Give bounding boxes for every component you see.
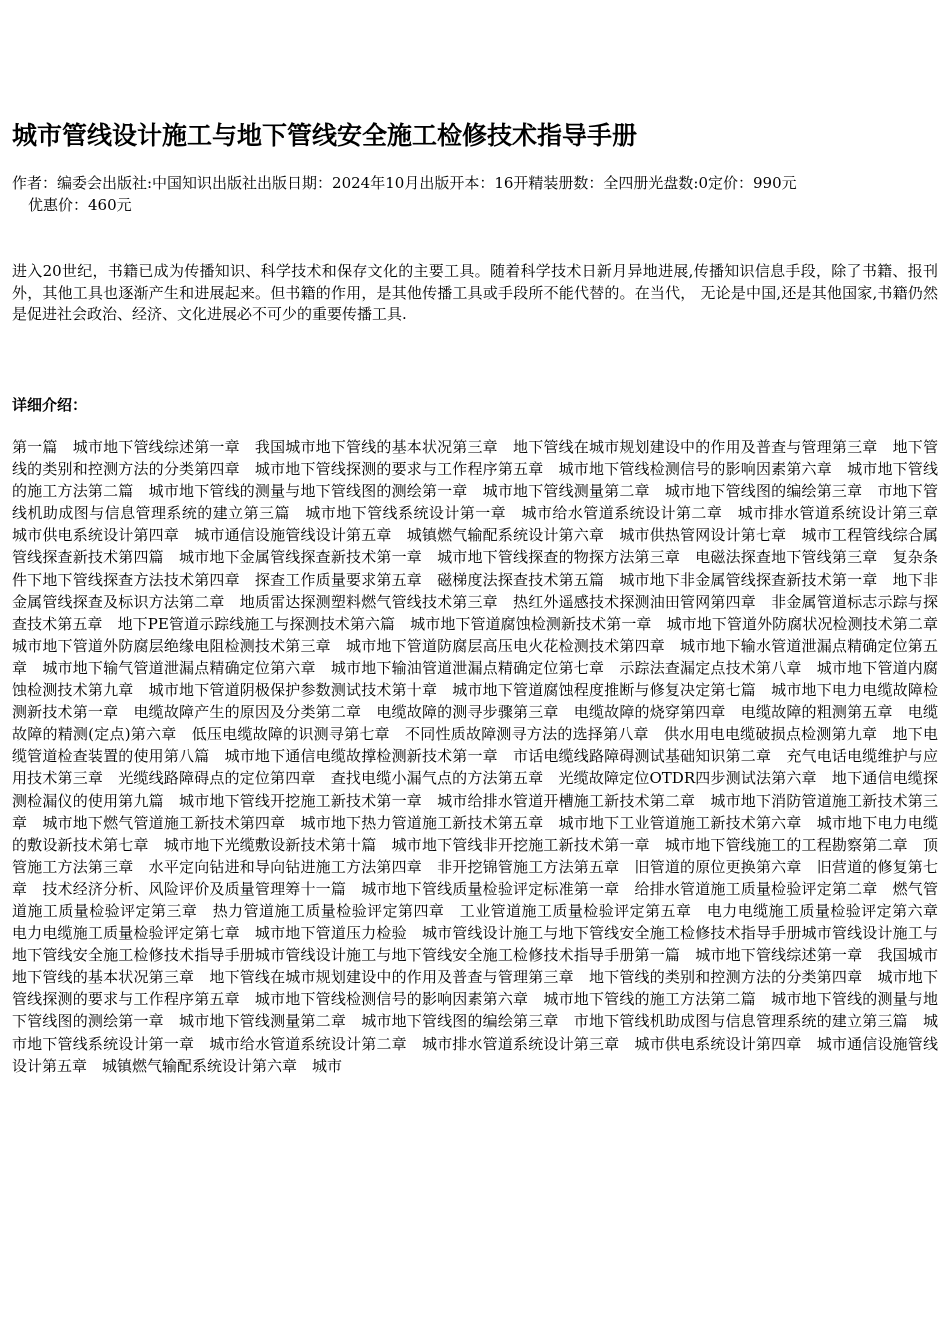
publication-info: 作者：编委会出版社:中国知识出版社出版日期：2024年10月出版开本：16开精装册数：全四册光盘数:0定价：990元	[12, 174, 797, 192]
table-of-contents-text: 第一篇 城市地下管线综述第一章 我国城市地下管线的基本状况第三章 地下管线在城市规划建设中的作用及普查与管理第三章 地下管线的类别和控测方法的分类第四章 城市地下管线探测的要求与工作程序第五章 城市地下管线检测信号的影响因素第六章 城市地下管线的施工方法第二篇 城市地下管线的测量与地下管线图的测绘第一章 城市地下管线测量第二章 城市地下管线图的编绘第三章 市地下管线机助成图与信息管理系统的建立第三篇 城市地下管线系统设计第一章 城市给水管道系统设计第二章 城市排水管道系统设计第三章 城市供电系统设计第四章 城市通信设施管线设计第五章 城镇燃气输配系统设计第六章 城市供热管网设计第七章 城市工程管线综合属管线探查新技术第四篇 城市地下金属管线探查新技术第一章 城市地下管线探查的物探方法第三章 电磁法探查地下管线第三章 复杂条件下地下管线探查方法技术第四章 探查工作质量要求第五章 磁梯度法探查技术第五篇 城市地下非金属管线探查新技术第一章 地下非金属管线探查及标识方法第二章 地质雷达探测塑料燃气管线技术第三章 热红外遥感技术探测油田管网第四章 非金属管道标志示踪与探查技术第五章 地下PE管道示踪线施工与探测技术第六篇 城市地下管道腐蚀检测新技术第一章 城市地下管道外防腐状况检测技术第二章 城市地下管道外防腐层绝缘电阻检测技术第三章 城市地下管道防腐层高压电火花检测技术第四章 城市地下输水管道泄漏点精确定位第五章 城市地下输气管道泄漏点精确定位第六章 城市地下输油管道泄漏点精确定位第七章 示踪法查漏定点技术第八章 城市地下管道内腐蚀检测技术第九章 城市地下管道阴极保护参数测试技术第十章 城市地下管道腐蚀程度推断与修复决定第七篇 城市地下电力电缆故障检测新技术第一章 电缆故障产生的原因及分类第二章 电缆故障的测寻步骤第三章 电缆故障的烧穿第四章 电缆故障的粗测第五章 电缆故障的精测(定点)第六章 低压电缆故障的识测寻第七章 不同性质故障测寻方法的选择第八章 供水用电电缆破损点检测第九章 地下电缆管道检查装置的使用第八篇 城市地下通信电缆故撑检测新技术第一章 市话电缆线路障碍测试基础知识第二章 充气电话电缆维护与应用技术第三章 光缆线路障碍点的定位第四章 查找电缆小漏气点的方法第五章 光缆故障定位OTDR四步测试法第六章 地下通信电缆探测检漏仪的使用第九篇 城市地下管线开挖施工新技术第一章 城市给排水管道开槽施工新技术第二章 城市地下消防管道施工新技术第三章 城市地下燃气管道施工新技术第四章 城市地下热力管道施工新技术第五章 城市地下工业管道施工新技术第六章 城市地下电力电缆的敷设新技术第七章 城市地下光缆敷设新技术第十篇 城市地下管线非开挖施工新技术第一章 城市地下管线施工的工程勘察第二章 顶管施工方法第三章 水平定向钻进和导向钻进施工方法第四章 非开挖锦管施工方法第五章 旧管道的原位更换第六章 旧营道的修复第七章 技术经济分析、风险评价及质量管理筹十一篇 城市地下管线质量检验评定标准第一章 给排水管道施工质量检验评定第二章 燃气管道施工质量检验评定第三章 热力管道施工质量检验评定第四章 工业管道施工质量检验评定第五章 电力电缆施工质量检验评定第六章 电力电缆施工质量检验评定第七章 城市地下管道压力检验 城市管线设计施工与地下管线安全施工检修技术指导手册城市管线设计施工与地下管线安全施工检修技术指导手册城市管线设计施工与地下管线安全施工检修技术指导手册第一篇 城市地下管线综述第一章 我国城市地下管线的基本状况第三章 地下管线在城市规划建设中的作用及普查与管理第三章 地下管线的类别和控测方法的分类第四章 城市地下管线探测的要求与工作程序第五章 城市地下管线检测信号的影响因素第六章 城市地下管线的施工方法第二篇 城市地下管线的测量与地下管线图的测绘第一章 城市地下管线测量第二章 城市地下管线图的编绘第三章 市地下管线机助成图与信息管理系统的建立第三篇 城市地下管线系统设计第一章 城市给水管道系统设计第二章 城市排水管道系统设计第三章 城市供电系统设计第四章 城市通信设施管线设计第五章 城镇燃气输配系统设计第六章 城市	[12, 438, 938, 1075]
book-meta	[12, 172, 938, 216]
discount-price: 优惠价：460元	[28, 196, 132, 214]
intro-paragraph: 进入20世纪，书籍已成为传播知识、科学技术和保存文化的主要工具。随着科学技术日新月异地进展,传播知识信息手段，除了书籍、报刊外，其他工具也逐渐产生和进展起来。但书籍的作用，是其他传播工具或手段所不能代替的。在当代， 无论是中国,还是其他国家,书籍仍然是促进社会政治、经济、文化进展必不可少的重要传播工具.	[12, 262, 938, 323]
details-heading: 详细介绍：	[12, 396, 88, 414]
page-title: 城市管线设计施工与地下管线安全施工检修技术指导手册	[12, 121, 638, 150]
